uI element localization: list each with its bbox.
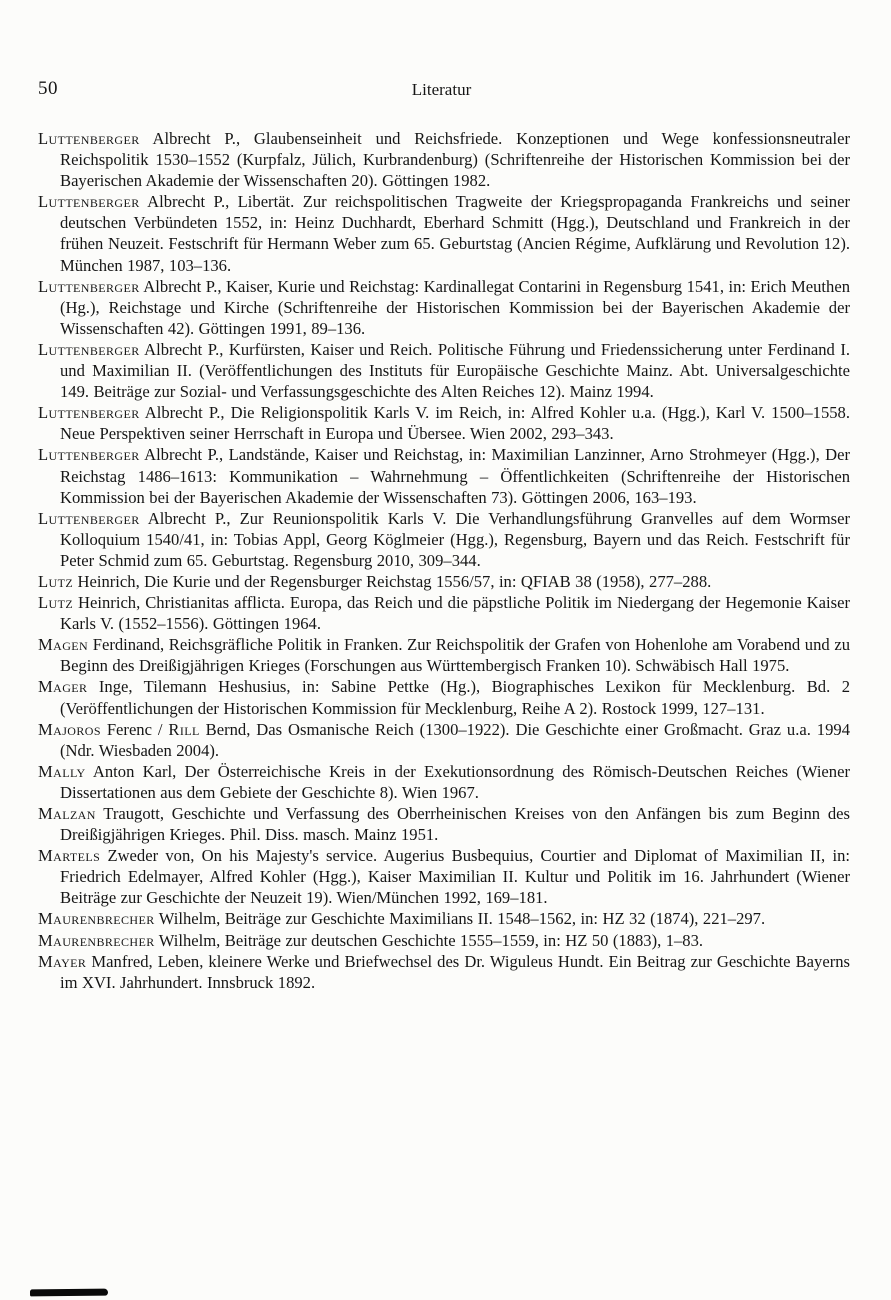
bibliography-entry — [38, 444, 850, 507]
entry-text: Albrecht P., Zur Reunionspolitik Karls V. Die Verhandlungsführung Granvelles auf dem Wormser Kolloquium 1540/41, in: Tobias Appl, Georg Köglmeier (Hgg.), Regensburg, Bayern und das Reich. Festschrift für Peter Schmid zum 65. Geburtstag. Regensburg 2010, 309–344. — [60, 508, 850, 570]
page-title: Literatur — [411, 80, 472, 99]
bibliography-entry — [38, 761, 850, 803]
bibliography-entry — [38, 845, 850, 908]
entry-text: Zweder von, On his Majesty's service. Augerius Busbequius, Courtier and Diplomat of Maximilian II, in: Friedrich Edelmayer, Alfred Kohler (Hgg.), Kaiser Maximilian II. Kultur und Politik im 16. Jahrhundert (Wiener Beiträge zur Geschichte der Neuzeit 19). Wien/München 1992, 169–181. — [60, 846, 850, 908]
entry-author-name: Luttenberger — [38, 508, 140, 528]
entry-text: Heinrich, Christianitas afflicta. Europa, das Reich und die päpstliche Politik im Niedergang der Hegemonie Kaiser Karls V. (1552–1556). Göttingen 1964. — [60, 593, 850, 634]
entry-author-name: Luttenberger — [38, 445, 140, 465]
entry-text: Albrecht P., Libertät. Zur reichspolitischen Tragweite der Kriegspropaganda Frankreichs und seiner deutschen Verbündeten 1552, in: Heinz Duchhardt, Eberhard Schmitt (Hgg.), Deutschland und Frankreich in der frühen Neuzeit. Festschrift für Hermann Weber zum 65. Geburtstag (Ancien Régime, Aufklärung und Revolution 12). München 1987, 103–136. — [60, 192, 850, 275]
entry-author-name: Lutz — [38, 593, 74, 613]
entry-text: Ferdinand, Reichsgräfliche Politik in Franken. Zur Reichspolitik der Grafen von Hohenlohe am Vorabend und zu Beginn des Dreißigjährigen Krieges (Forschungen aus Württembergisch Franken 10). Schwäbisch Hall 1975. — [60, 635, 850, 676]
bibliography-entry — [38, 128, 850, 191]
bibliography-entry — [38, 719, 850, 761]
entry-author-name: Lutz — [38, 571, 74, 591]
entry-author-name: Magen — [38, 635, 89, 655]
entry-text: Wilhelm, Beiträge zur deutschen Geschichte 1555–1559, in: HZ 50 (1883), 1–83. — [154, 930, 704, 950]
entry-author-name: Mayer — [38, 951, 87, 971]
entry-text: Albrecht P., Kaiser, Kurie und Reichstag: Kardinallegat Contarini in Regensburg 1541, in: Erich Meuthen (Hg.), Reichstage und Kirche (Schriftenreihe der Historischen Kommission bei der Bayerischen Akademie der Wissenschaften 42). Göttingen 1991, 89–136. — [60, 276, 850, 338]
bibliography-entry — [38, 571, 850, 592]
entry-text: Manfred, Leben, kleinere Werke und Briefwechsel des Dr. Wiguleus Hundt. Ein Beitrag zur Geschichte Bayerns im XVI. Jahrhundert. Innsbruck 1892. — [60, 951, 850, 992]
bibliography-entry — [38, 508, 850, 571]
entry-text: Ferenc / — [100, 719, 169, 739]
bibliography-entry — [38, 339, 850, 402]
bibliography-entry — [38, 592, 850, 634]
bibliography-entry — [38, 402, 850, 444]
entry-text: Heinrich, Die Kurie und der Regensburger Reichstag 1556/57, in: QFIAB 38 (1958), 277–288. — [73, 571, 712, 591]
entry-author-name: Luttenberger — [38, 276, 140, 296]
entry-author-name: Luttenberger — [38, 129, 140, 148]
entry-author-name: Majoros — [38, 719, 101, 739]
entry-text: Albrecht P., Landstände, Kaiser und Reichstag, in: Maximilian Lanzinner, Arno Strohmeyer (Hgg.), Der Reichstag 1486–1613: Kommunikation – Wahrnehmung – Öffentlichkeiten (Schriftenreihe der Historischen Kommission bei der Bayerischen Akademie der Wissenschaften 73). Göttingen 2006, 163–193. — [60, 445, 850, 507]
bibliography-entry — [38, 191, 850, 275]
entry-author-name: Maurenbrecher — [38, 930, 155, 950]
bibliography-list — [38, 128, 850, 993]
bibliography-entry — [38, 908, 850, 929]
bibliography-entry — [38, 634, 850, 676]
entry-author-name: Martels — [38, 846, 101, 866]
entry-author-name: Malzan — [38, 804, 96, 823]
entry-text: Albrecht P., Glaubenseinheit und Reichsfriede. Konzeptionen und Wege konfessionsneutraler Reichspolitik 1530–1552 (Kurpfalz, Jülich, Kurbrandenburg) (Schriftenreihe der Historischen Kommission bei der Bayerischen Akademie der Wissenschaften 20). Göttingen 1982. — [60, 129, 850, 191]
page-number: 50 — [38, 78, 58, 99]
bibliography-entry — [38, 276, 850, 339]
page-header — [38, 78, 845, 104]
entry-text: Inge, Tilemann Heshusius, in: Sabine Pettke (Hg.), Biographisches Lexikon für Mecklenburg. Bd. 2 (Veröffentlichungen der Historischen Kommission für Mecklenburg, Reihe A 2). Rostock 1999, 127–131. — [60, 677, 850, 718]
entry-text: Bernd, Das Osmanische Reich (1300–1922). Die Geschichte einer Großmacht. Graz u.a. 1994 (Ndr. Wiesbaden 2004). — [60, 719, 850, 760]
bibliography-entry — [38, 676, 850, 718]
entry-author-name: Mager — [38, 677, 88, 697]
entry-text: Traugott, Geschichte und Verfassung des Oberrheinischen Kreises von den Anfängen bis zum Beginn des Dreißigjährigen Krieges. Phil. Diss. masch. Mainz 1951. — [60, 804, 850, 845]
entry-author-name: Luttenberger — [38, 192, 140, 212]
entry-author-name: Luttenberger — [38, 339, 140, 359]
scan-artifact-mark — [30, 1289, 108, 1297]
entry-author-name: Luttenberger — [38, 403, 140, 423]
bibliography-entry — [38, 930, 850, 951]
entry-text: Albrecht P., Kurfürsten, Kaiser und Reich. Politische Führung und Friedenssicherung unter Ferdinand I. und Maximilian II. (Veröffentlichungen des Instituts für Europäische Geschichte Mainz. Abt. Universalgeschichte 149. Beiträge zur Sozial- und Verfassungsgeschichte des Alten Reiches 12). Mainz 1994. — [60, 339, 850, 402]
entry-text: Wilhelm, Beiträge zur Geschichte Maximilians II. 1548–1562, in: HZ 32 (1874), 221–297. — [154, 909, 766, 929]
entry-author-name: Mally — [38, 761, 86, 781]
entry-author-name: Maurenbrecher — [38, 909, 155, 929]
entry-text: Albrecht P., Die Religionspolitik Karls V. im Reich, in: Alfred Kohler u.a. (Hgg.), Karl V. 1500–1558. Neue Perspektiven seiner Herrschaft in Europa und Übersee. Wien 2002, 293–343. — [60, 403, 850, 444]
entry-author-name: Rill — [168, 719, 200, 739]
bibliography-entry — [38, 803, 850, 845]
bibliography-entry — [38, 951, 850, 993]
entry-text: Anton Karl, Der Österreichische Kreis in der Exekutionsordnung des Römisch-Deutschen Reiches (Wiener Dissertationen aus dem Gebiete der Geschichte 8). Wien 1967. — [60, 761, 850, 802]
